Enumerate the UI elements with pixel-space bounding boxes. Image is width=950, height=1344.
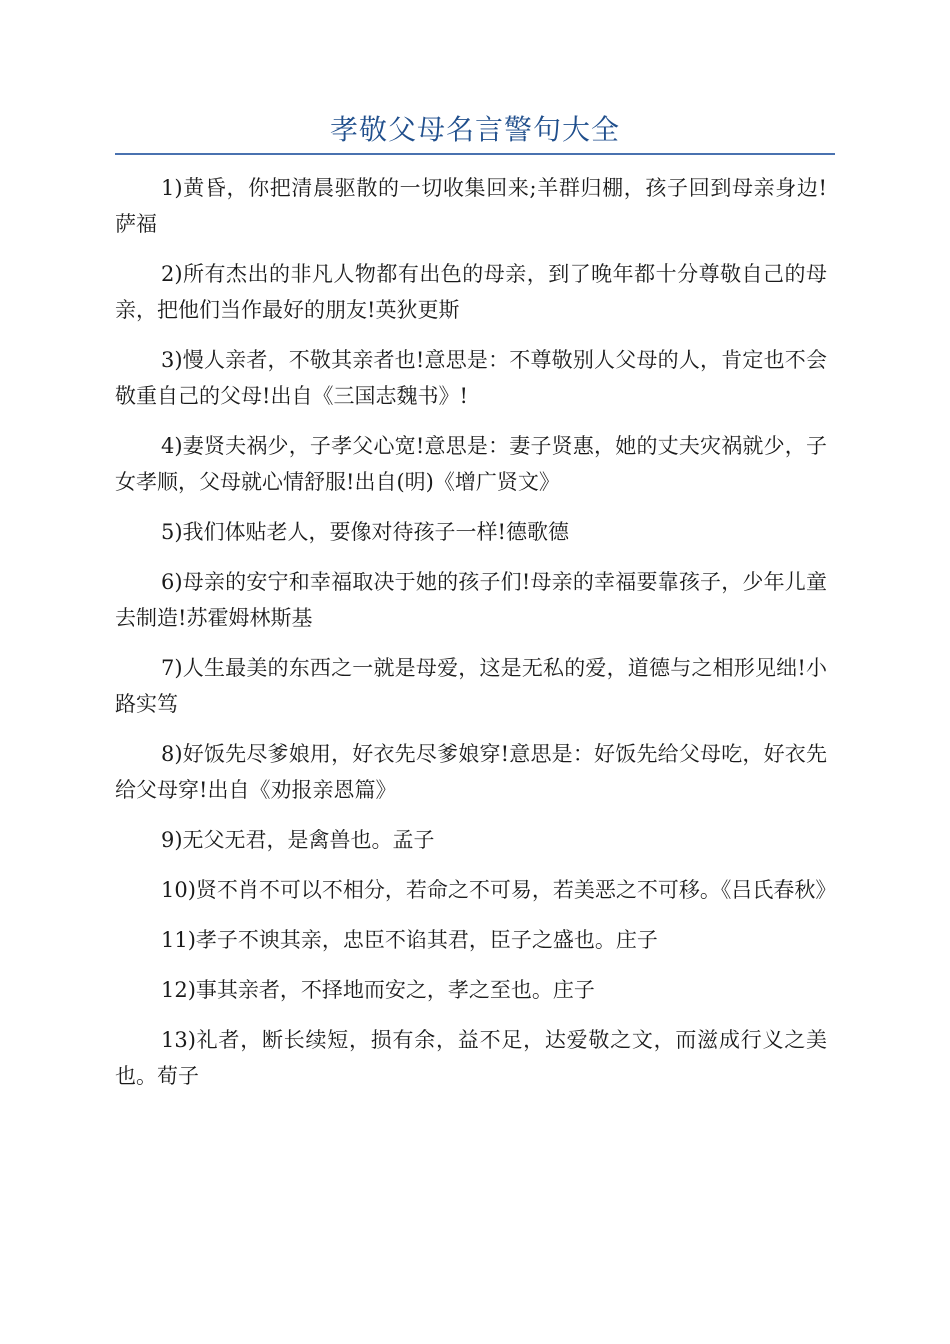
- quote-paragraph-8: 8)好饭先尽爹娘用，好衣先尽爹娘穿!意思是：好饭先给父母吃，好衣先给父母穿!出自《劝报亲恩篇》: [115, 742, 827, 802]
- quote-paragraph-10: 10)贤不肖不可以不相分，若命之不可易，若美恶之不可移。《吕氏春秋》: [161, 878, 837, 902]
- quote-paragraph-13: 13)礼者，断长续短，损有余，益不足，达爱敬之文，而滋成行义之美也。荀子: [115, 1028, 827, 1088]
- quote-paragraph-3: 3)慢人亲者，不敬其亲者也!意思是：不尊敬别人父母的人，肯定也不会敬重自己的父母!出自《三国志魏书》!: [115, 348, 827, 408]
- quote-paragraph-7: 7)人生最美的东西之一就是母爱，这是无私的爱，道德与之相形见绌!小路实笃: [115, 656, 827, 716]
- quote-paragraph-5: 5)我们体贴老人，要像对待孩子一样!德歌德: [161, 520, 569, 544]
- quote-paragraph-11: 11)孝子不谀其亲，忠臣不谄其君，臣子之盛也。庄子: [161, 928, 658, 952]
- quote-paragraph-6: 6)母亲的安宁和幸福取决于她的孩子们!母亲的幸福要靠孩子，少年儿童去制造!苏霍姆林斯基: [115, 570, 827, 630]
- quote-paragraph-1: 1)黄昏，你把清晨驱散的一切收集回来;羊群归棚，孩子回到母亲身边!萨福: [115, 176, 827, 236]
- document-title: 孝敬父母名言警句大全: [329, 113, 620, 146]
- quote-paragraph-9: 9)无父无君，是禽兽也。孟子: [161, 828, 435, 852]
- title-underline: [115, 153, 835, 155]
- quote-paragraph-12: 12)事其亲者，不择地而安之，孝之至也。庄子: [161, 978, 595, 1002]
- quote-paragraph-4: 4)妻贤夫祸少，子孝父心宽!意思是：妻子贤惠，她的丈夫灾祸就少，子女孝顺，父母就心情舒服!出自(明)《增广贤文》: [115, 434, 827, 494]
- quote-paragraph-2: 2)所有杰出的非凡人物都有出色的母亲，到了晚年都十分尊敬自己的母亲，把他们当作最好的朋友!英狄更斯: [115, 262, 827, 322]
- quote-list: [115, 170, 837, 1108]
